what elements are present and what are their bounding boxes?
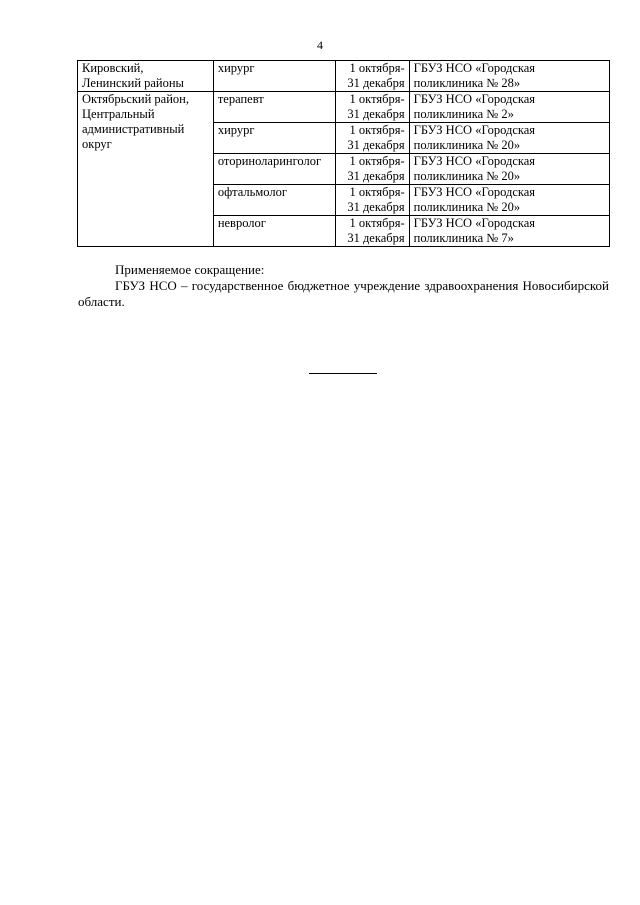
- institution-cell: [409, 154, 609, 185]
- district-line: Октябрьский район,: [82, 92, 189, 106]
- institution-line: поликлиника № 20»: [413, 138, 521, 152]
- abbreviations-text: ГБУЗ НСО – государственное бюджетное учреждение здравоохранения Новосибирской области.: [78, 278, 609, 309]
- period-end: 31 декабря: [347, 76, 405, 90]
- period-cell: [335, 185, 409, 216]
- table-row: [78, 92, 610, 123]
- specialist-cell: хирург: [213, 123, 335, 154]
- district-cell: [78, 61, 214, 92]
- institution-line: ГБУЗ НСО «Городская: [413, 92, 536, 106]
- institution-line: поликлиника № 7»: [413, 231, 514, 245]
- institution-cell: [409, 92, 609, 123]
- specialist-cell: невролог: [213, 216, 335, 247]
- district-line: округ: [82, 137, 112, 151]
- period-start: 1 октября-: [349, 216, 405, 230]
- institution-line: поликлиника № 2»: [413, 107, 514, 121]
- district-line: административный: [82, 122, 185, 136]
- period-start: 1 октября-: [349, 123, 405, 137]
- period-cell: [335, 123, 409, 154]
- district-line: Кировский,: [82, 61, 144, 75]
- table-row: [78, 61, 610, 92]
- closing-rule: [309, 373, 377, 374]
- period-start: 1 октября-: [349, 61, 405, 75]
- institution-cell: [409, 123, 609, 154]
- institution-cell: [409, 61, 609, 92]
- district-line: Ленинский районы: [82, 76, 184, 90]
- specialist-cell: хирург: [213, 61, 335, 92]
- period-end: 31 декабря: [347, 231, 405, 245]
- period-start: 1 октября-: [349, 185, 405, 199]
- institution-line: ГБУЗ НСО «Городская: [413, 216, 536, 230]
- period-cell: [335, 61, 409, 92]
- institution-line: ГБУЗ НСО «Городская: [413, 185, 536, 199]
- period-end: 31 декабря: [347, 138, 405, 152]
- period-end: 31 декабря: [347, 200, 405, 214]
- institution-line: поликлиника № 20»: [413, 169, 521, 183]
- specialist-cell: терапевт: [213, 92, 335, 123]
- institution-cell: [409, 216, 609, 247]
- institution-line: ГБУЗ НСО «Городская: [413, 61, 536, 75]
- page-number: 4: [317, 38, 323, 52]
- institution-line: ГБУЗ НСО «Городская: [413, 154, 536, 168]
- period-end: 31 декабря: [347, 107, 405, 121]
- abbreviations-heading: Применяемое сокращение:: [115, 262, 265, 277]
- period-cell: [335, 154, 409, 185]
- institution-line: ГБУЗ НСО «Городская: [413, 123, 536, 137]
- period-cell: [335, 92, 409, 123]
- specialist-cell: офтальмолог: [213, 185, 335, 216]
- period-cell: [335, 216, 409, 247]
- institution-line: поликлиника № 28»: [413, 76, 521, 90]
- institution-line: поликлиника № 20»: [413, 200, 521, 214]
- period-end: 31 декабря: [347, 169, 405, 183]
- institution-cell: [409, 185, 609, 216]
- period-start: 1 октября-: [349, 92, 405, 106]
- schedule-table: [77, 60, 610, 247]
- specialist-cell: оториноларинголог: [213, 154, 335, 185]
- period-start: 1 октября-: [349, 154, 405, 168]
- district-cell: [78, 92, 214, 247]
- district-line: Центральный: [82, 107, 155, 121]
